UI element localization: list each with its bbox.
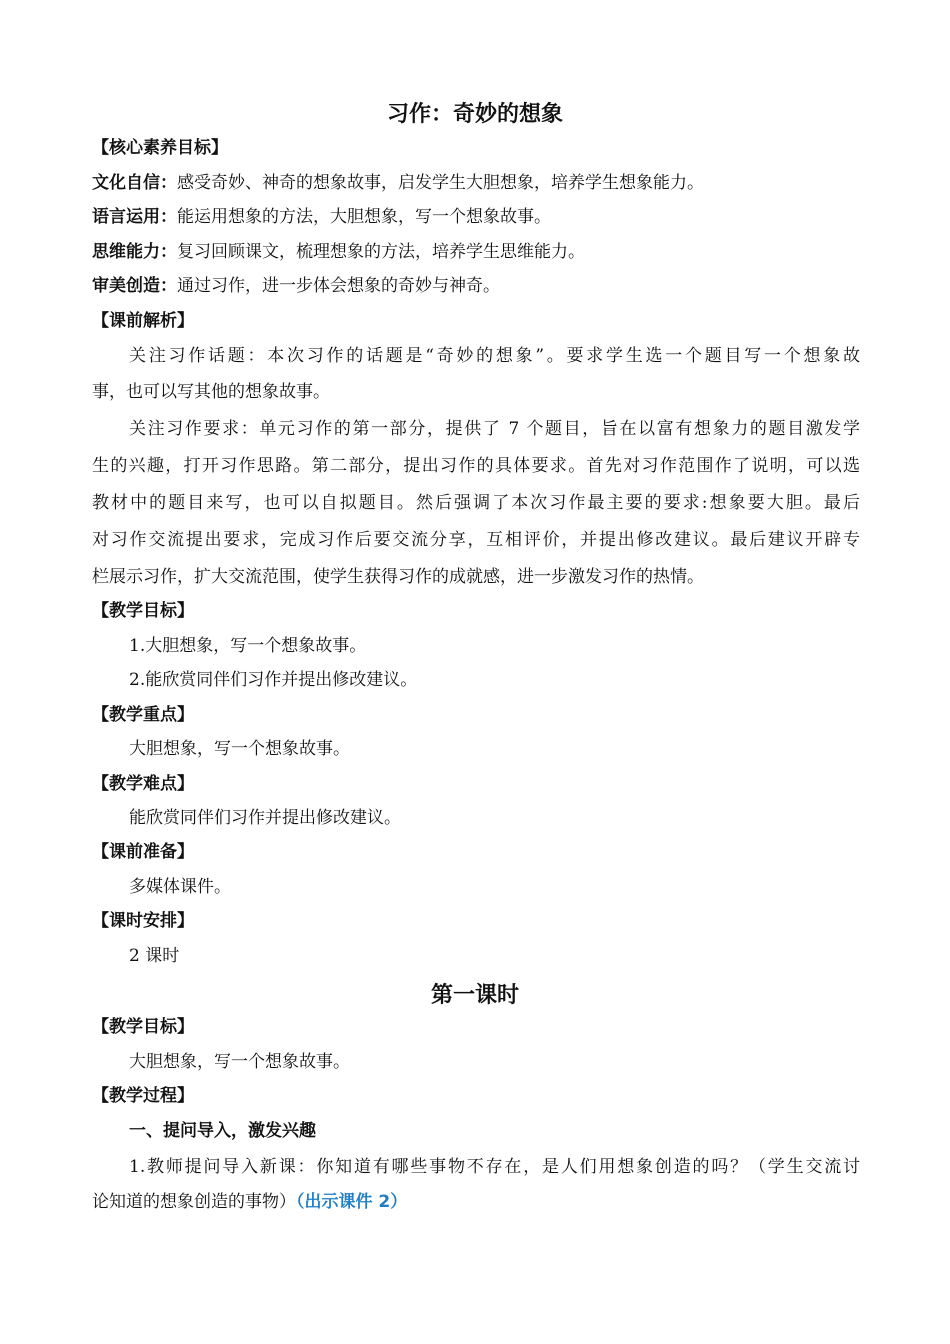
schedule-text: 2 课时 [129, 946, 180, 966]
lesson1-title: 第一课时 [430, 983, 519, 1008]
analysis-p2-line: 生的兴趣，打开习作思路。第二部分，提出习作的具体要求。首先对习作范围作了说明，可以选 [92, 456, 860, 476]
step1-text: 论知道的想象创造的事物） [92, 1192, 296, 1212]
step1-line: 1.教师提问导入新课：你知道有哪些事物不存在，是人们用想象创造的吗？（学生交流讨 [129, 1157, 860, 1177]
goal-label: 思维能力： [92, 242, 177, 262]
core-goals-heading: 【核心素养目标】 [92, 138, 228, 158]
goal-language [92, 206, 862, 228]
difficulties-text: 能欣赏同伴们习作并提出修改建议。 [129, 808, 401, 828]
preparation-text: 多媒体课件。 [129, 877, 231, 897]
lesson1-goal-text: 大胆想象，写一个想象故事。 [129, 1052, 350, 1072]
document-title: 习作：奇妙的想象 [386, 102, 563, 127]
key-points-heading: 【教学重点】 [92, 705, 194, 725]
analysis-p2-line: 对习作交流提出要求，完成习作后要交流分享，互相评价，并提出修改建议。最后建议开辟专 [92, 530, 860, 550]
goal-aesthetic [92, 275, 862, 297]
section1-title: 一、提问导入，激发兴趣 [129, 1121, 316, 1141]
courseware-note: （出示课件 2） [296, 1192, 408, 1212]
teaching-goal-item: 2.能欣赏同伴们习作并提出修改建议。 [129, 670, 418, 690]
difficulties-heading: 【教学难点】 [92, 774, 194, 794]
teaching-goal-item: 1.大胆想象，写一个想象故事。 [129, 636, 367, 656]
analysis-p1-line: 事，也可以写其他的想象故事。 [92, 382, 330, 402]
analysis-p1-line: 关注习作话题：本次习作的话题是“奇妙的想象”。要求学生选一个题目写一个想象故 [129, 346, 860, 366]
goal-text: 感受奇妙、神奇的想象故事，启发学生大胆想象，培养学生想象能力。 [177, 173, 704, 193]
analysis-p2-line: 栏展示习作，扩大交流范围，使学生获得习作的成就感，进一步激发习作的热情。 [92, 567, 704, 587]
analysis-p2-line: 关注习作要求：单元习作的第一部分，提供了 7 个题目，旨在以富有想象力的题目激发学 [129, 419, 860, 439]
step1-line [92, 1191, 862, 1213]
teaching-goals-heading: 【教学目标】 [92, 601, 194, 621]
goal-label: 语言运用： [92, 207, 177, 227]
key-points-text: 大胆想象，写一个想象故事。 [129, 739, 350, 759]
goal-text: 通过习作，进一步体会想象的奇妙与神奇。 [177, 276, 500, 296]
preparation-heading: 【课前准备】 [92, 842, 194, 862]
goal-thinking [92, 241, 862, 263]
analysis-heading: 【课前解析】 [92, 311, 194, 331]
analysis-p2-line: 教材中的题目来写，也可以自拟题目。然后强调了本次习作最主要的要求:想象要大胆。最后 [92, 493, 860, 513]
goal-text: 复习回顾课文，梳理想象的方法，培养学生思维能力。 [177, 242, 585, 262]
lesson1-goal-heading: 【教学目标】 [92, 1017, 194, 1037]
schedule-heading: 【课时安排】 [92, 911, 194, 931]
goal-culture [92, 172, 862, 194]
goal-text: 能运用想象的方法，大胆想象，写一个想象故事。 [177, 207, 551, 227]
lesson1-process-heading: 【教学过程】 [92, 1086, 194, 1106]
goal-label: 文化自信： [92, 173, 177, 193]
goal-label: 审美创造： [92, 276, 177, 296]
